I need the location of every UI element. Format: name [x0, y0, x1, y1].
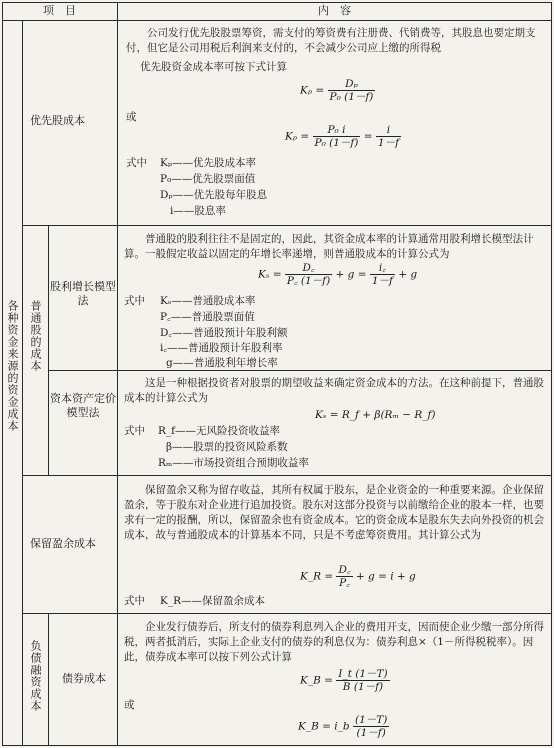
dividend-paragraph: 普通股的股利往往不是固定的，因此，其资金成本率的计算通常用股利增长模型法计算。一般假定收益以固定的年增长率递增，则普通股成本的计算公式为 — [124, 233, 534, 260]
retained-formula: K_R = $\frac{D꜀}{P꜀}$ + g = i + g — [300, 564, 416, 589]
column-divider — [117, 2, 118, 746]
dividend-where: 式中 — [124, 295, 145, 307]
common-subdivider — [48, 225, 49, 475]
capm-def-2: β——股票的投资风险系数 — [166, 441, 288, 453]
retained-paragraph: 保留盈余又称为留存收益，其所有权属于股东，是企业资金的一种重要来源。企业保留盈余，等于股东对企业进行追加投资。股东对这部分投资与以前缴给企业的股本一样，也要求有一定的报酬，所以，保留盈余也有资金成本。它的资金成本是股东失去向外投资的机会成本，故与普通股成本的计算基本不同，只是不考虑筹资费用。其计算公式为 — [124, 484, 544, 541]
dividend-def-2: P꜀——普通股票面值 — [160, 311, 255, 323]
retained-label: 保留盈余成本 — [30, 537, 96, 550]
preferred-calc-intro: 优先股资金成本率可按下式计算 — [140, 61, 287, 73]
category-funding-cost: 各种资金来源的资金成本 — [6, 300, 19, 432]
frame-top — [2, 2, 552, 3]
preferred-paragraph: 公司发行优先股股票筹资，需支付的筹资费有注册费、代销费等，其股息也要定期支付，但它是公司用税后利润来支付的，不会减少公司应上缴的所得税 — [126, 27, 536, 54]
category-divider — [22, 20, 23, 746]
header-item: 项 目 — [43, 4, 76, 17]
retained-def: K_R——保留盈余成本 — [160, 595, 265, 607]
row-sep-preferred — [22, 225, 552, 226]
header-content: 内 容 — [318, 4, 351, 17]
dividend-def-1: Kₛ——普通股成本率 — [160, 295, 256, 307]
common-stock-label: 普通股的成本 — [29, 300, 42, 372]
frame-right — [551, 2, 552, 746]
preferred-def-1: Kₚ——优先股成本率 — [160, 157, 257, 169]
dividend-def-5: g——普通股利年增长率 — [166, 357, 278, 369]
capm-paragraph: 这是一种根据投资者对股票的期望收益来确定资金成本的方法。在这种前提下，普通股成本的计算公式为 — [124, 377, 544, 404]
row-sep-dividend — [48, 370, 552, 371]
capm-def-1: R_f——无风险投资收益率 — [158, 425, 281, 437]
retained-where: 式中 — [124, 595, 145, 607]
preferred-def-3: Dₚ——优先股每年股息 — [160, 189, 268, 201]
dividend-formula: Kₛ = $\frac{D꜀}{P꜀ (1-f)}$ + g = $\frac{i꜀}{1-f}$ + g — [258, 262, 418, 287]
preferred-def-4: i——股息率 — [170, 205, 226, 217]
row-sep-retained — [22, 613, 552, 614]
frame-left — [2, 2, 3, 746]
bond-or: 或 — [124, 699, 135, 711]
preferred-label: 优先股成本 — [30, 114, 85, 127]
preferred-def-2: P₀——优先股票面值 — [160, 173, 256, 185]
bond-formula-2: K_B = i_b $\frac{(1-T)}{(1-f)}$ — [298, 714, 388, 739]
debt-label: 负债融资成本 — [29, 640, 42, 712]
capm-def-3: Rₘ——市场投资组合预期收益率 — [158, 457, 309, 469]
row-sep-common — [22, 475, 552, 476]
debt-subdivider — [48, 613, 49, 746]
preferred-or: 或 — [126, 111, 137, 123]
dividend-def-4: i꜀——普通股预计年股利率 — [160, 342, 283, 354]
capm-label: 资本资产定价模型法 — [50, 392, 116, 419]
preferred-formula-2: Kₚ = $\frac{\text{P₀ i}}{\text{P₀ (1－f)}}$ = $\frac{i}{1-f}$ — [285, 124, 399, 149]
header-rule — [2, 20, 552, 21]
bond-label: 债券成本 — [62, 672, 106, 685]
dividend-def-3: D꜀——普通股预计年股利额 — [160, 327, 288, 339]
frame-bottom — [2, 745, 552, 746]
preferred-where: 式中 — [126, 157, 147, 169]
dividend-label: 股利增长模型法 — [50, 280, 116, 307]
capm-where: 式中 — [124, 425, 145, 437]
bond-formula-1: K_B = $\frac{I\_t (1-T)}{B (1-f)}$ — [300, 668, 388, 693]
preferred-formula-1: Kₚ = $\frac{\text{Dₚ}}{\text{P₀ (1－f)}}$ — [300, 78, 374, 103]
bond-paragraph: 企业发行债券后，所支付的债券利息列入企业的费用开支，因而使企业少缴一部分所得税，两者抵消后，实际上企业支付的债券的利息仅为：债券利息×（1－所得税税率）。因此，债券成本率可以按下列公式计算 — [124, 621, 544, 663]
capm-formula: Kₛ = R_f + β(Rₘ − R_f) — [315, 409, 436, 421]
